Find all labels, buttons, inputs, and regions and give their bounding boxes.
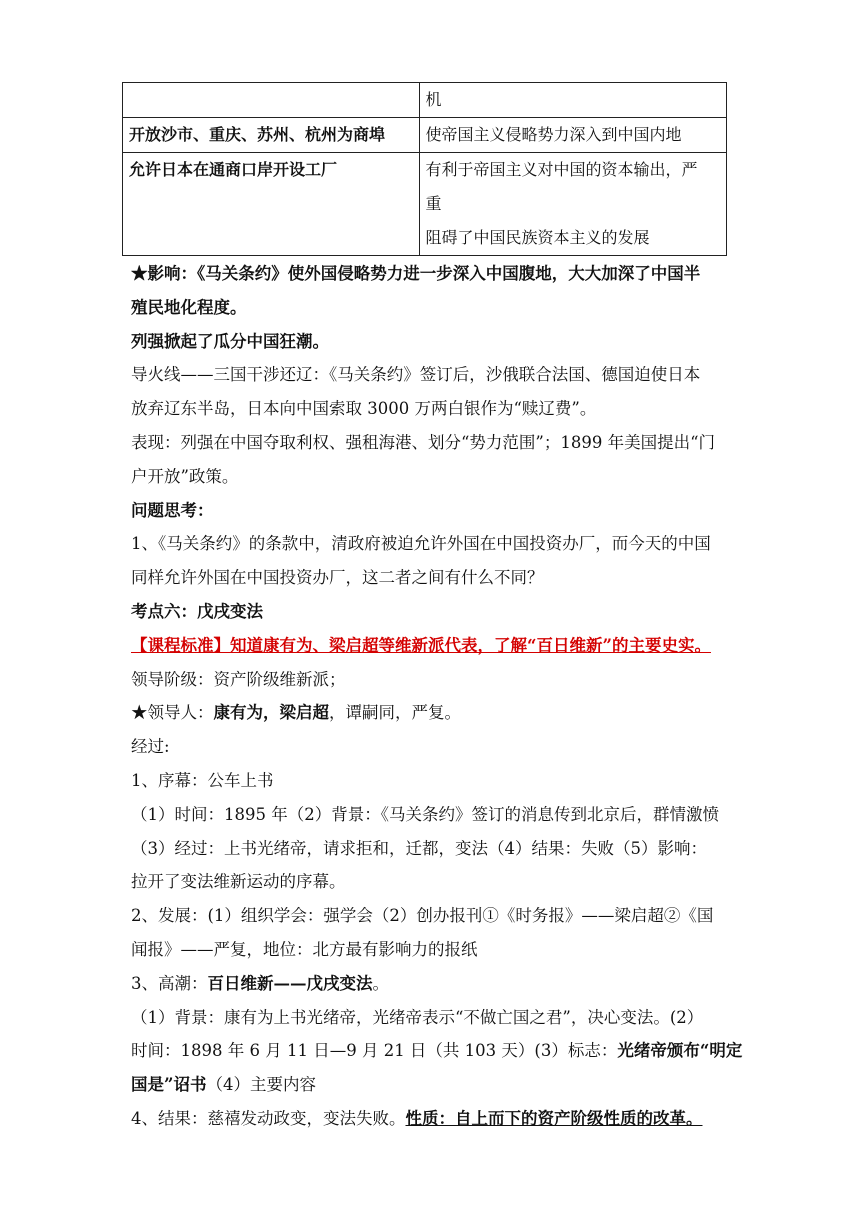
impact-line: 殖民地化程度。 xyxy=(131,297,247,317)
question-heading: 问题思考： xyxy=(131,500,214,520)
result-line: 4、结果：慈禧发动政变，变法失败。性质：自上而下的资产阶级性质的改革。 xyxy=(131,1108,703,1128)
table-row xyxy=(123,83,727,118)
climax-text: 时间：1898 年 6 月 11 日—9 月 21 日（共 103 天）(3）标志：光绪帝颁布“明定 xyxy=(131,1041,743,1061)
manifestation-text: 户开放”政策。 xyxy=(131,466,239,486)
curriculum-standard: 【课程标准】知道康有为、梁启超等维新派代表，了解“百日维新”的主要史实。 xyxy=(131,635,711,655)
prelude-title: 1、序幕：公车上书 xyxy=(131,770,274,790)
effect-cell: 机 xyxy=(419,83,726,118)
question-text: 1、《马关条约》的条款中，清政府被迫允许外国在中国投资办厂，而今天的中国 xyxy=(131,534,711,554)
development-text: 闻报》——严复，地位：北方最有影响力的报纸 xyxy=(131,939,478,959)
leaders-line: ★领导人：康有为，梁启超，谭嗣同，严复。 xyxy=(131,703,461,723)
prelude-text: （3）经过：上书光绪帝，请求拒和，迁都，变法（4）结果：失败（5）影响： xyxy=(131,838,707,858)
section-heading: 考点六：戊戌变法 xyxy=(131,601,263,621)
effect-cell: 有利于帝国主义对中国的资本输出，严 重 阻碍了中国民族资本主义的发展 xyxy=(419,153,726,256)
climax-text: （1）背景：康有为上书光绪帝，光绪帝表示“不做亡国之君”，决心变法。(2） xyxy=(131,1007,704,1027)
effect-cell: 使帝国主义侵略势力深入到中国内地 xyxy=(419,118,726,153)
question-text: 同样允许外国在中国投资办厂，这二者之间有什么不同？ xyxy=(131,568,544,588)
leading-class: 领导阶级：资产阶级维新派； xyxy=(131,669,346,689)
manifestation-text: 表现：列强在中国夺取利权、强租海港、划分“势力范围”；1899 年美国提出“门 xyxy=(131,432,716,452)
fuse-text: 导火线——三国干涉还辽：《马关条约》签订后，沙俄联合法国、德国迫使日本 xyxy=(131,365,701,385)
treaty-clauses-table xyxy=(122,82,727,256)
document-body xyxy=(131,257,771,1136)
partition-heading: 列强掀起了瓜分中国狂潮。 xyxy=(131,331,329,351)
clause-cell: 允许日本在通商口岸开设工厂 xyxy=(123,153,420,256)
process-label: 经过: xyxy=(131,737,170,757)
climax-text: 国是”诏书（4）主要内容 xyxy=(131,1075,316,1095)
clause-cell xyxy=(123,83,420,118)
impact-line: ★影响：《马关条约》使外国侵略势力进一步深入中国腹地，大大加深了中国半 xyxy=(131,264,701,283)
prelude-text: 拉开了变法维新运动的序幕。 xyxy=(131,872,346,892)
prelude-text: （1）时间：1895 年（2）背景：《马关条约》签订的消息传到北京后，群情激愤 xyxy=(131,804,719,824)
table-row xyxy=(123,153,727,256)
climax-title: 3、高潮：百日维新——戊戌变法。 xyxy=(131,973,389,993)
fuse-text: 放弃辽东半岛，日本向中国索取 3000 万两白银作为“赎辽费”。 xyxy=(131,399,597,419)
clause-cell: 开放沙市、重庆、苏州、杭州为商埠 xyxy=(123,118,420,153)
table-row xyxy=(123,118,727,153)
development-text: 2、发展：(1）组织学会：强学会（2）创办报刊①《时务报》——梁启超②《国 xyxy=(131,906,714,926)
